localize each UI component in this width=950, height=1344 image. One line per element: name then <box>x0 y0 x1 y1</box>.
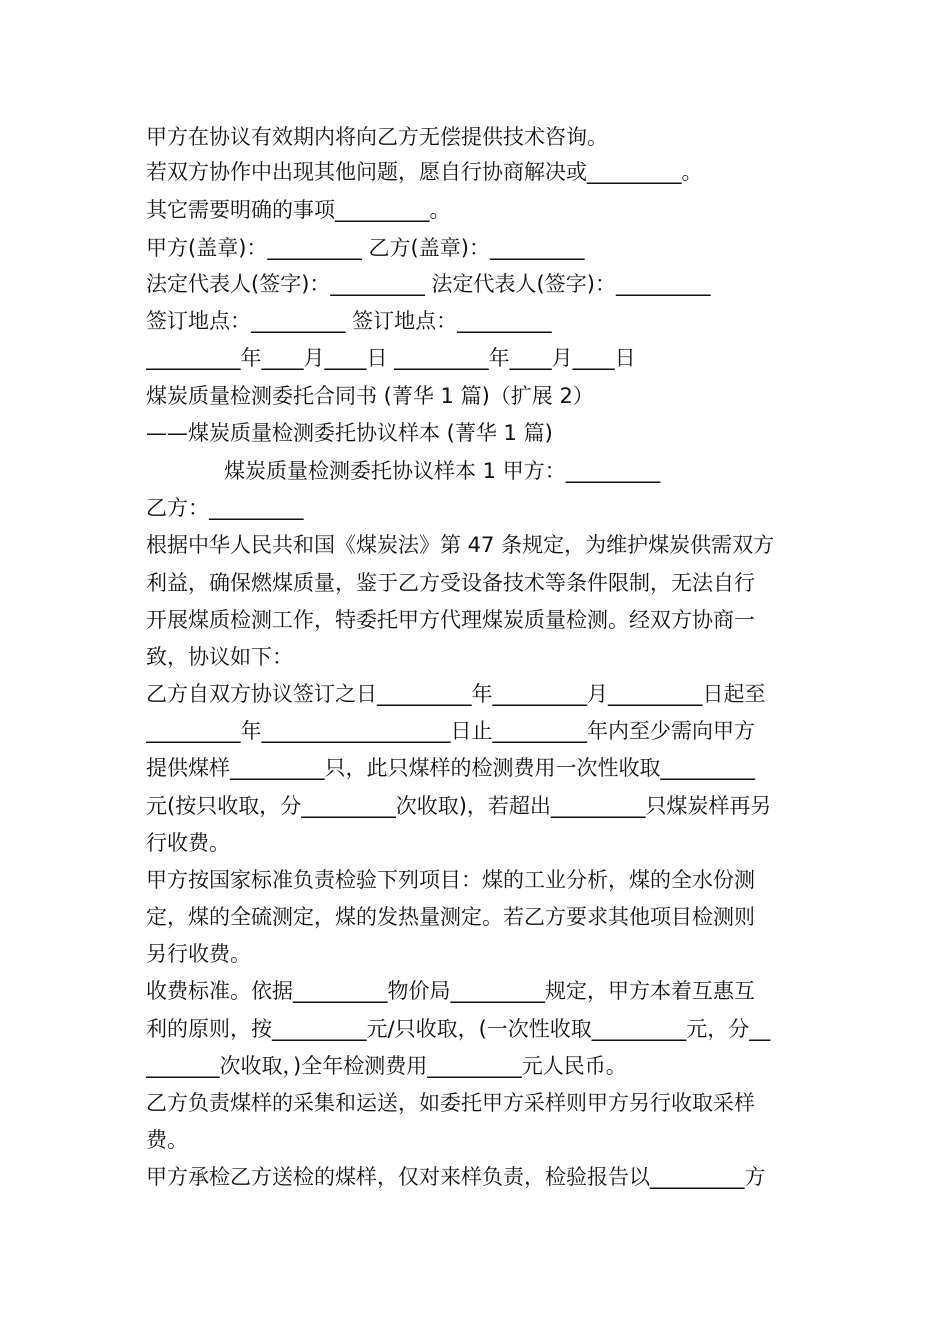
text-line: 其它需要明确的事项_________。 <box>146 198 451 222</box>
date-line: _________年____月____日 _________年____月____日 <box>146 346 636 370</box>
paragraph-line: 甲方按国家标准负责检验下列项目：煤的工业分析，煤的全水份测 <box>146 868 755 892</box>
paragraph-line: 费。 <box>146 1128 188 1152</box>
text-line: 煤炭质量检测委托协议样本 1 甲方：_________ <box>224 459 661 483</box>
paragraph-line: 甲方承检乙方送检的煤样，仅对来样负责，检验报告以_________方 <box>146 1165 766 1189</box>
paragraph-line: 定，煤的全硫测定，煤的发热量测定。若乙方要求其他项目检测则 <box>146 905 755 929</box>
paragraph-line: 乙方自双方协议签订之日_________年_________月_________日起至 <box>146 682 766 706</box>
paragraph-line: 乙方负责煤样的采集和运送，如委托甲方采样则甲方另行收取采样 <box>146 1091 755 1115</box>
text-line: 若双方协作中出现其他问题，愿自行协商解决或_________。 <box>146 160 703 184</box>
signature-line: 甲方(盖章)：_________ 乙方(盖章)：_________ <box>146 236 585 260</box>
paragraph-line: 行收费。 <box>146 831 230 855</box>
paragraph-line: 根据中华人民共和国《煤炭法》第 47 条规定，为维护煤炭供需双方 <box>146 533 775 557</box>
text-line: 乙方：_________ <box>146 496 304 520</box>
paragraph-line: 另行收费。 <box>146 942 251 966</box>
paragraph-line: 开展煤质检测工作，特委托甲方代理煤炭质量检测。经双方协商一 <box>146 608 755 632</box>
paragraph-line: 利的原则，按_________元/只收取，(一次性收取_________元，分__ <box>146 1017 771 1041</box>
signature-line: 签订地点：_________ 签订地点：_________ <box>146 309 552 333</box>
signature-line: 法定代表人(签字)：_________ 法定代表人(签字)：_________ <box>146 272 711 296</box>
paragraph-line: 利益，确保燃煤质量，鉴于乙方受设备技术等条件限制，无法自行 <box>146 571 755 595</box>
paragraph-line: 致，协议如下： <box>146 645 293 669</box>
paragraph-line: _________年__________________日止_________年内至少需向甲方 <box>146 719 755 743</box>
section-subtitle: ——煤炭质量检测委托协议样本 (菁华 1 篇) <box>146 421 553 445</box>
paragraph-line: 元(按只收取，分_________次收取)，若超出_________只煤炭样再另 <box>146 794 772 818</box>
paragraph-line: _______次收取，)全年检测费用_________元人民币。 <box>146 1054 627 1078</box>
text-line: 甲方在协议有效期内将向乙方无偿提供技术咨询。 <box>146 125 608 149</box>
paragraph-line: 收费标准。依据_________物价局_________规定，甲方本着互惠互 <box>146 979 755 1003</box>
section-title: 煤炭质量检测委托合同书 (菁华 1 篇)（扩展 2） <box>146 384 594 408</box>
paragraph-line: 提供煤样_________只，此只煤样的检测费用一次性收取_________ <box>146 756 755 780</box>
